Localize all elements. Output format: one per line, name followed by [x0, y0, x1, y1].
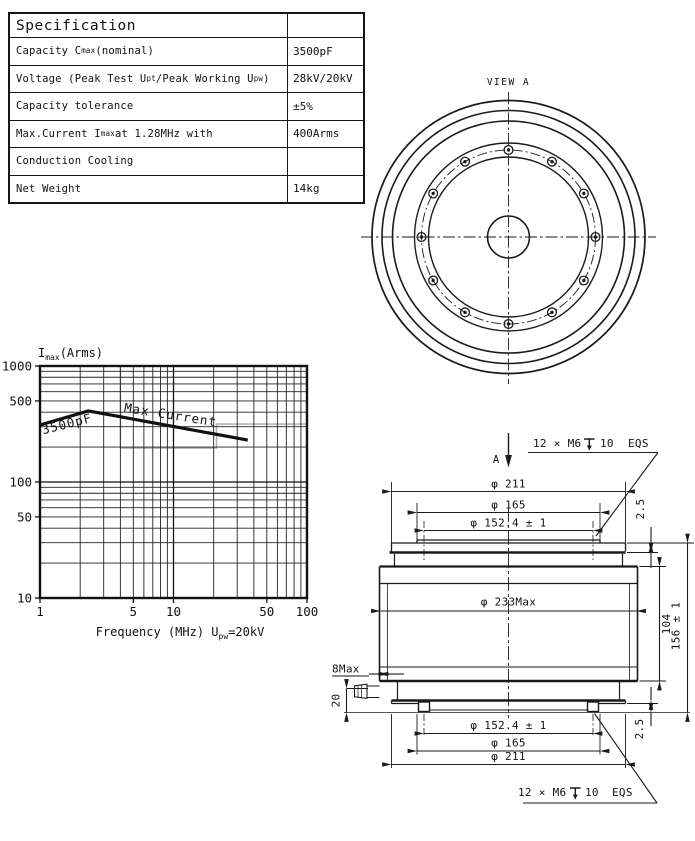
- bottom-dimensions: [392, 714, 626, 768]
- spec-value-cell: 28kV/20kV: [287, 66, 363, 93]
- y-axis-title: $I_{max}(Arms)$: [38, 346, 104, 362]
- dim-phi165-top: φ 165: [491, 498, 526, 512]
- svg-text:5: 5: [129, 604, 138, 619]
- spec-label-cell: Conduction Cooling: [16, 155, 134, 168]
- log-grid: [40, 366, 307, 598]
- side-view-drawing: [330, 433, 695, 803]
- dim-phi211-top: φ 211: [491, 477, 526, 491]
- svg-text:100: 100: [295, 604, 319, 619]
- depth-symbol-icon: [584, 439, 595, 451]
- leader-line: [596, 453, 658, 537]
- svg-text:500: 500: [9, 393, 32, 409]
- spec-value-cell: 3500pF: [287, 38, 363, 65]
- table-header: Specification: [16, 17, 136, 34]
- svg-text:50: 50: [259, 604, 275, 619]
- view-a-label: VIEW A: [486, 77, 531, 88]
- bolt-cap-left: [419, 702, 430, 712]
- imax-frequency-chart: [2, 346, 318, 641]
- svg-text:10: 10: [16, 590, 32, 606]
- spec-label-cell: Net Weight: [16, 182, 82, 195]
- spec-value-cell: 14kg: [287, 176, 363, 203]
- spec-value-cell: 400Arms: [287, 121, 363, 148]
- spec-label-cell: Voltage (Peak Test U pt /Peak Working U pw ): [16, 72, 270, 85]
- dim-25-bottom: 2.5: [633, 718, 646, 740]
- bolt-note-text: 12 × M6: [518, 786, 567, 799]
- depth-symbol-icon: [570, 788, 581, 800]
- view-a-drawing: [361, 77, 656, 384]
- spec-label-cell: Capacity C max (nominal): [16, 45, 155, 58]
- dim-phi165-bottom: φ 165: [491, 736, 526, 750]
- dim-phi1524-top: φ 152.4 ± 1: [470, 516, 547, 530]
- spec-value-cell: ±5%: [287, 93, 363, 120]
- arrow-head: [505, 455, 512, 468]
- svg-text:3500pF: 3500pF: [40, 410, 94, 438]
- view-arrow-label: A: [492, 454, 500, 466]
- depth-value: 10: [600, 437, 614, 450]
- svg-text:1: 1: [36, 604, 44, 619]
- svg-text:Max Current: Max Current: [123, 399, 219, 430]
- dim-20: 20: [329, 693, 343, 708]
- svg-text:100: 100: [9, 474, 32, 490]
- x-axis-title: Frequency (MHz) $U_{pw}=20kV$: [95, 625, 265, 641]
- axis-tick-labels: [2, 359, 318, 620]
- dim-25-top: 2.5: [634, 498, 647, 520]
- dim-104: 104: [660, 613, 673, 635]
- spec-label-cell: Capacity tolerance: [16, 100, 134, 113]
- svg-text:50: 50: [16, 509, 32, 525]
- eqs-label: EQS: [612, 786, 633, 799]
- spec-label-cell: Max.Current I max at 1.28MHz with: [16, 127, 213, 140]
- dim-phi1524-bottom: φ 152.4 ± 1: [470, 719, 547, 732]
- capacitor-body: [344, 508, 690, 718]
- svg-text:1000: 1000: [1, 358, 32, 374]
- bolt-cap-right: [588, 702, 599, 712]
- dim-156: 156 ± 1: [669, 601, 683, 651]
- dim-phi233: φ 233Max: [480, 595, 537, 609]
- eqs-label: EQS: [628, 437, 649, 450]
- dim-8max: 8Max: [332, 662, 360, 676]
- side-lug: [355, 684, 380, 698]
- dim-phi211-bottom: φ 211: [491, 750, 526, 763]
- bolt-note-text: 12 × M6: [533, 437, 582, 450]
- view-direction-arrow: [493, 433, 512, 468]
- depth-value: 10: [585, 786, 599, 799]
- svg-text:10: 10: [165, 604, 182, 619]
